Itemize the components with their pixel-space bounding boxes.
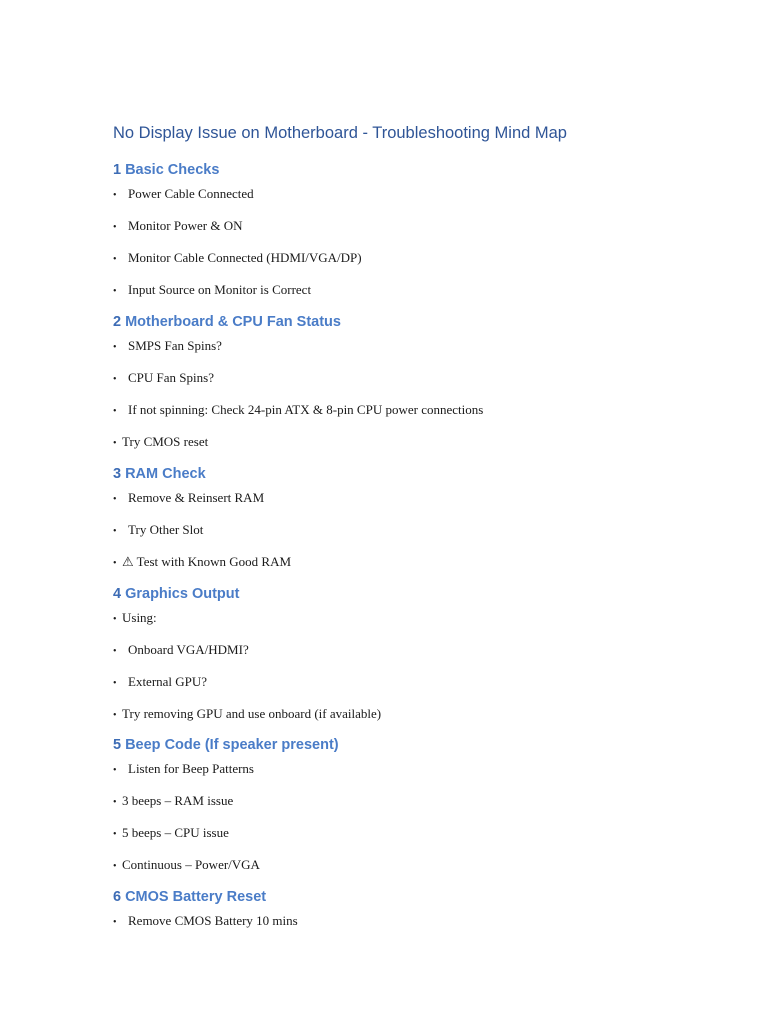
section-number: 2 (113, 314, 122, 330)
section-title: Beep Code (If speaker present) (125, 737, 339, 753)
list-item: • Remove & Reinsert RAM (113, 490, 265, 505)
list-item: • Remove CMOS Battery 10 mins (113, 913, 298, 928)
section-heading-cmos-battery (113, 889, 266, 905)
list-item: • Monitor Power & ON (113, 218, 243, 233)
list-item: • Listen for Beep Patterns (113, 761, 254, 776)
bullet-icon: • (113, 190, 117, 201)
section-number: 5 (113, 737, 122, 753)
list-item: • Try removing GPU and use onboard (if available) (113, 706, 382, 721)
list-item: • SMPS Fan Spins? (113, 338, 222, 353)
bullet-icon: • (113, 710, 117, 721)
bullet-icon: • (113, 646, 117, 657)
section-heading-graphics-output (113, 586, 239, 602)
section-heading-motherboard-cpu-fan (113, 314, 341, 330)
bullet-icon: • (113, 222, 117, 233)
section-number: 6 (113, 889, 122, 905)
bullet-icon: • (113, 374, 117, 385)
bullet-icon: • (113, 765, 117, 776)
list-item: • Onboard VGA/HDMI? (113, 642, 249, 657)
section-number: 4 (113, 586, 122, 602)
bullet-icon: • (113, 614, 117, 625)
section-title: CMOS Battery Reset (125, 889, 267, 905)
list-item: • Try Other Slot (113, 522, 204, 537)
list-item: • Monitor Cable Connected (HDMI/VGA/DP) (113, 250, 362, 265)
bullet-icon: • (113, 797, 117, 808)
section-title: RAM Check (125, 466, 206, 482)
bullet-icon: • (113, 678, 117, 689)
list-item: • CPU Fan Spins? (113, 370, 214, 385)
list-item: • External GPU? (113, 674, 208, 689)
section-title: Graphics Output (125, 586, 240, 602)
section-title: Basic Checks (125, 162, 220, 178)
bullet-icon: • (113, 254, 117, 265)
list-item: • Using: (113, 610, 157, 625)
section-heading-beep-code (113, 737, 339, 753)
section-title: Motherboard & CPU Fan Status (125, 314, 341, 330)
bullet-icon: • (113, 406, 117, 417)
list-item: • If not spinning: Check 24-pin ATX & 8-pin CPU power connections (113, 402, 484, 417)
list-item: • Input Source on Monitor is Correct (113, 282, 312, 297)
bullet-icon: • (113, 342, 117, 353)
list-item: • 3 beeps – RAM issue (113, 793, 234, 808)
bullet-icon: • (113, 494, 117, 505)
bullet-icon: • (113, 558, 117, 569)
section-heading-ram-check (113, 466, 206, 482)
bullet-icon: • (113, 438, 117, 449)
bullet-icon: • (113, 526, 117, 537)
list-item: • Try CMOS reset (113, 434, 209, 449)
list-item: • ⚠ Test with Known Good RAM (113, 554, 292, 569)
page-title: No Display Issue on Motherboard - Troubleshooting Mind Map (113, 124, 567, 142)
list-item: • Continuous – Power/VGA (113, 857, 260, 872)
bullet-icon: • (113, 829, 117, 840)
bullet-icon: • (113, 861, 117, 872)
list-item: • Power Cable Connected (113, 186, 254, 201)
bullet-icon: • (113, 286, 117, 297)
list-item: • 5 beeps – CPU issue (113, 825, 229, 840)
section-number: 3 (113, 466, 122, 482)
bullet-icon: • (113, 917, 117, 928)
section-heading-basic-checks (113, 162, 219, 178)
section-number: 1 (113, 162, 122, 178)
